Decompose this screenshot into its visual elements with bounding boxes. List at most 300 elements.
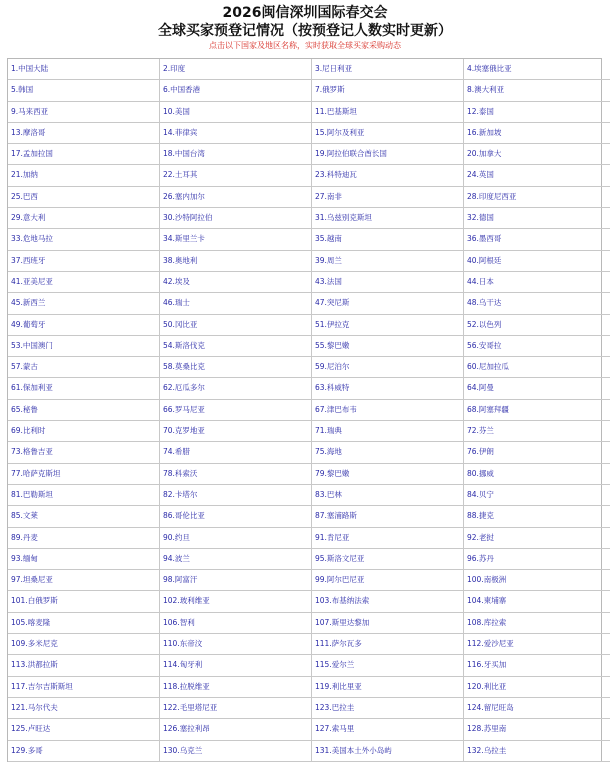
table-row — [8, 634, 610, 655]
country-link[interactable]: 116.牙买加 — [467, 660, 506, 669]
table-row — [8, 144, 610, 165]
country-link[interactable]: 29.意大利 — [11, 213, 45, 222]
country-link[interactable]: 81.巴勒斯坦 — [11, 490, 53, 499]
table-cell — [160, 570, 312, 591]
country-link[interactable]: 82.卡塔尔 — [163, 490, 197, 499]
country-link[interactable]: 79.黎巴嫩 — [315, 469, 349, 478]
country-link[interactable]: 123.巴拉圭 — [315, 703, 354, 712]
table-cell — [160, 719, 312, 740]
table-cell — [160, 527, 312, 548]
table-cell — [312, 612, 464, 633]
table-cell — [312, 527, 464, 548]
table-row — [8, 59, 610, 80]
table-cell — [312, 165, 464, 186]
country-link[interactable]: 20.加拿大 — [467, 149, 501, 158]
country-link[interactable]: 24.英国 — [467, 170, 494, 179]
country-link[interactable]: 127.索马里 — [315, 724, 354, 733]
country-link[interactable]: 80.挪威 — [467, 469, 494, 478]
table-cell — [464, 229, 610, 250]
table-cell — [312, 399, 464, 420]
country-link[interactable]: 51.伊拉克 — [315, 320, 349, 329]
country-link[interactable]: 2.印度 — [163, 64, 185, 73]
table-cell — [8, 378, 160, 399]
table-cell — [160, 59, 312, 80]
table-cell — [8, 293, 160, 314]
country-link[interactable]: 125.卢旺达 — [11, 724, 50, 733]
country-link[interactable]: 30.沙特阿拉伯 — [163, 213, 212, 222]
table-cell — [312, 122, 464, 143]
table-cell — [8, 250, 160, 271]
country-link[interactable]: 128.苏里南 — [467, 724, 506, 733]
country-link[interactable]: 39.周兰 — [315, 256, 342, 265]
table-cell — [160, 697, 312, 718]
table-cell — [464, 719, 610, 740]
table-cell — [312, 634, 464, 655]
country-link[interactable]: 9.马来西亚 — [11, 107, 48, 116]
country-link[interactable]: 92.老挝 — [467, 533, 494, 542]
country-link[interactable]: 27.南非 — [315, 192, 342, 201]
table-cell — [8, 229, 160, 250]
country-link[interactable]: 108.库拉索 — [467, 618, 506, 627]
country-link[interactable]: 111.萨尔瓦多 — [315, 639, 362, 648]
table-row — [8, 357, 610, 378]
table-cell — [160, 740, 312, 761]
country-link[interactable]: 131.美国本土外小岛屿 — [315, 746, 392, 755]
table-cell — [8, 208, 160, 229]
country-link[interactable]: 19.阿拉伯联合酋长国 — [315, 149, 387, 158]
table-row — [8, 548, 610, 569]
table-cell — [312, 484, 464, 505]
country-link[interactable]: 18.中国台湾 — [163, 149, 205, 158]
table-cell — [464, 144, 610, 165]
page-subtitle: 全球买家预登记情况（按预登记人数实时更新） — [0, 22, 610, 40]
country-table-body — [8, 59, 610, 761]
country-link[interactable]: 15.阿尔及利亚 — [315, 128, 364, 137]
table-cell — [160, 357, 312, 378]
table-row — [8, 122, 610, 143]
country-link[interactable]: 7.俄罗斯 — [315, 85, 345, 94]
table-cell — [8, 271, 160, 292]
table-cell — [8, 463, 160, 484]
country-link[interactable]: 132.乌拉圭 — [467, 746, 506, 755]
table-cell — [8, 697, 160, 718]
table-cell — [464, 399, 610, 420]
country-link[interactable]: 100.南极洲 — [467, 575, 506, 584]
table-row — [8, 186, 610, 207]
table-cell — [160, 548, 312, 569]
table-row — [8, 442, 610, 463]
country-link[interactable]: 10.美国 — [163, 107, 190, 116]
country-link[interactable]: 37.西班牙 — [11, 256, 45, 265]
country-link[interactable]: 55.黎巴嫩 — [315, 341, 349, 350]
table-row — [8, 484, 610, 505]
country-link[interactable]: 46.瑞士 — [163, 298, 190, 307]
table-row — [8, 335, 610, 356]
country-link[interactable]: 86.哥伦比亚 — [163, 511, 205, 520]
country-link[interactable]: 3.尼日利亚 — [315, 64, 352, 73]
country-link[interactable]: 53.中国澳门 — [11, 341, 53, 350]
table-cell — [8, 442, 160, 463]
table-row — [8, 612, 610, 633]
table-cell — [160, 314, 312, 335]
table-cell — [464, 697, 610, 718]
table-cell — [312, 101, 464, 122]
table-cell — [464, 634, 610, 655]
table-cell — [464, 101, 610, 122]
country-link[interactable]: 38.奥地利 — [163, 256, 197, 265]
table-cell — [160, 80, 312, 101]
table-cell — [8, 122, 160, 143]
table-row — [8, 378, 610, 399]
table-cell — [312, 144, 464, 165]
country-link[interactable]: 95.斯洛文尼亚 — [315, 554, 364, 563]
table-cell — [464, 165, 610, 186]
table-cell — [312, 463, 464, 484]
country-link[interactable]: 26.塞内加尔 — [163, 192, 205, 201]
table-cell — [312, 506, 464, 527]
country-link[interactable]: 5.韩国 — [11, 85, 33, 94]
country-link[interactable]: 50.冈比亚 — [163, 320, 197, 329]
country-link[interactable]: 61.保加利亚 — [11, 383, 53, 392]
table-row — [8, 208, 610, 229]
country-link[interactable]: 49.葡萄牙 — [11, 320, 45, 329]
country-link[interactable]: 103.布基纳法索 — [315, 596, 369, 605]
table-cell — [160, 208, 312, 229]
country-link[interactable]: 126.塞拉利昂 — [163, 724, 210, 733]
table-cell — [160, 399, 312, 420]
table-cell — [160, 144, 312, 165]
country-link[interactable]: 6.中国香港 — [163, 85, 200, 94]
table-cell — [160, 101, 312, 122]
table-cell — [160, 591, 312, 612]
table-cell — [464, 548, 610, 569]
country-link[interactable]: 90.约旦 — [163, 533, 190, 542]
table-cell — [464, 612, 610, 633]
table-row — [8, 506, 610, 527]
table-cell — [312, 229, 464, 250]
table-cell — [8, 527, 160, 548]
table-cell — [464, 293, 610, 314]
table-cell — [464, 314, 610, 335]
country-table — [8, 59, 610, 762]
table-row — [8, 229, 610, 250]
country-link[interactable]: 60.尼加拉瓜 — [467, 362, 509, 371]
table-cell — [160, 250, 312, 271]
country-link[interactable]: 34.斯里兰卡 — [163, 234, 205, 243]
country-link[interactable]: 40.阿根廷 — [467, 256, 501, 265]
table-cell — [464, 527, 610, 548]
table-row — [8, 271, 610, 292]
page-title: 2026闽信深圳国际春交会 — [0, 4, 610, 22]
table-cell — [464, 186, 610, 207]
table-cell — [160, 655, 312, 676]
country-link[interactable]: 72.芬兰 — [467, 426, 494, 435]
country-link[interactable]: 110.东帝汶 — [163, 639, 202, 648]
country-link[interactable]: 89.丹麦 — [11, 533, 38, 542]
country-link[interactable]: 69.比利时 — [11, 426, 45, 435]
country-link[interactable]: 96.苏丹 — [467, 554, 494, 563]
table-cell — [8, 655, 160, 676]
country-link[interactable]: 115.爱尔兰 — [315, 660, 354, 669]
table-row — [8, 314, 610, 335]
country-link[interactable]: 16.新加坡 — [467, 128, 501, 137]
table-cell — [8, 421, 160, 442]
table-cell — [464, 80, 610, 101]
country-link[interactable]: 21.加纳 — [11, 170, 38, 179]
instruction-note[interactable]: 点击以下国家及地区名称，实时获取全球买家采购动态 — [0, 40, 610, 51]
table-cell — [8, 314, 160, 335]
table-cell — [464, 357, 610, 378]
country-link[interactable]: 129.多哥 — [11, 746, 43, 755]
table-cell — [160, 421, 312, 442]
table-cell — [464, 676, 610, 697]
country-link[interactable]: 130.乌克兰 — [163, 746, 202, 755]
country-link[interactable]: 99.阿尔巴尼亚 — [315, 575, 364, 584]
table-cell — [312, 570, 464, 591]
table-cell — [312, 591, 464, 612]
country-link[interactable]: 97.坦桑尼亚 — [11, 575, 53, 584]
table-row — [8, 293, 610, 314]
table-row — [8, 740, 610, 761]
table-cell — [160, 122, 312, 143]
country-link[interactable]: 124.留尼旺岛 — [467, 703, 514, 712]
country-link[interactable]: 43.法国 — [315, 277, 342, 286]
country-link[interactable]: 58.莫桑比克 — [163, 362, 205, 371]
country-link[interactable]: 25.巴西 — [11, 192, 38, 201]
country-link[interactable]: 121.马尔代夫 — [11, 703, 58, 712]
table-cell — [8, 165, 160, 186]
country-link[interactable]: 14.菲律宾 — [163, 128, 197, 137]
country-link[interactable]: 67.津巴布韦 — [315, 405, 357, 414]
table-cell — [464, 570, 610, 591]
country-link[interactable]: 75.海地 — [315, 447, 342, 456]
table-cell — [160, 463, 312, 484]
country-link[interactable]: 102.玻利维亚 — [163, 596, 210, 605]
country-link[interactable]: 36.墨西哥 — [467, 234, 501, 243]
country-link[interactable]: 76.伊朗 — [467, 447, 494, 456]
country-link[interactable]: 45.新西兰 — [11, 298, 45, 307]
table-cell — [312, 378, 464, 399]
country-link[interactable]: 52.以色列 — [467, 320, 501, 329]
table-cell — [8, 101, 160, 122]
table-row — [8, 570, 610, 591]
table-cell — [8, 740, 160, 761]
table-cell — [312, 548, 464, 569]
country-link[interactable]: 88.捷克 — [467, 511, 494, 520]
country-link[interactable]: 44.日本 — [467, 277, 494, 286]
country-link[interactable]: 113.洪都拉斯 — [11, 660, 58, 669]
country-link[interactable]: 117.吉尔吉斯斯坦 — [11, 682, 73, 691]
country-link[interactable]: 83.巴林 — [315, 490, 342, 499]
table-cell — [8, 357, 160, 378]
table-cell — [160, 676, 312, 697]
table-row — [8, 591, 610, 612]
table-cell — [464, 59, 610, 80]
country-link[interactable]: 107.斯里达黎加 — [315, 618, 369, 627]
table-cell — [464, 421, 610, 442]
table-cell — [160, 335, 312, 356]
country-link[interactable]: 119.利比里亚 — [315, 682, 362, 691]
table-cell — [464, 250, 610, 271]
table-cell — [464, 122, 610, 143]
table-cell — [464, 208, 610, 229]
table-cell — [8, 719, 160, 740]
country-link[interactable]: 104.柬埔寨 — [467, 596, 506, 605]
table-row — [8, 165, 610, 186]
table-cell — [8, 335, 160, 356]
table-cell — [160, 165, 312, 186]
table-cell — [160, 293, 312, 314]
table-row — [8, 80, 610, 101]
table-row — [8, 101, 610, 122]
country-link[interactable]: 122.毛里塔尼亚 — [163, 703, 217, 712]
country-link[interactable]: 13.摩洛哥 — [11, 128, 45, 137]
country-link[interactable]: 64.阿曼 — [467, 383, 494, 392]
table-cell — [464, 335, 610, 356]
country-link[interactable]: 41.亚美尼亚 — [11, 277, 53, 286]
country-link[interactable]: 48.乌干达 — [467, 298, 501, 307]
table-cell — [464, 463, 610, 484]
table-cell — [160, 634, 312, 655]
table-cell — [8, 570, 160, 591]
table-cell — [464, 271, 610, 292]
country-link[interactable]: 73.格鲁吉亚 — [11, 447, 53, 456]
table-cell — [464, 740, 610, 761]
table-cell — [8, 612, 160, 633]
country-link[interactable]: 11.巴基斯坦 — [315, 107, 357, 116]
table-cell — [160, 229, 312, 250]
country-link[interactable]: 109.多米尼克 — [11, 639, 58, 648]
table-cell — [312, 442, 464, 463]
country-link[interactable]: 66.罗马尼亚 — [163, 405, 205, 414]
table-cell — [312, 421, 464, 442]
country-link[interactable]: 12.泰国 — [467, 107, 494, 116]
country-link[interactable]: 4.埃塞俄比亚 — [467, 64, 512, 73]
country-link[interactable]: 106.智利 — [163, 618, 195, 627]
table-cell — [8, 591, 160, 612]
country-link[interactable]: 71.瑞典 — [315, 426, 342, 435]
table-cell — [312, 293, 464, 314]
table-cell — [312, 719, 464, 740]
table-cell — [464, 442, 610, 463]
table-cell — [160, 186, 312, 207]
table-cell — [464, 655, 610, 676]
country-link[interactable]: 32.德国 — [467, 213, 494, 222]
table-cell — [312, 250, 464, 271]
country-link[interactable]: 87.塞浦路斯 — [315, 511, 357, 520]
table-row — [8, 697, 610, 718]
country-link[interactable]: 8.澳大利亚 — [467, 85, 504, 94]
country-link[interactable]: 54.斯洛伐克 — [163, 341, 205, 350]
country-link[interactable]: 84.贝宁 — [467, 490, 494, 499]
country-link[interactable]: 35.越南 — [315, 234, 342, 243]
country-link[interactable]: 31.乌兹别克斯坦 — [315, 213, 372, 222]
country-link[interactable]: 85.文莱 — [11, 511, 38, 520]
country-link[interactable]: 17.孟加拉国 — [11, 149, 53, 158]
country-link[interactable]: 42.埃及 — [163, 277, 190, 286]
country-link[interactable]: 63.科威特 — [315, 383, 349, 392]
country-link[interactable]: 65.秘鲁 — [11, 405, 38, 414]
table-row — [8, 527, 610, 548]
country-link[interactable]: 78.科索沃 — [163, 469, 197, 478]
table-cell — [312, 80, 464, 101]
country-link[interactable]: 22.土耳其 — [163, 170, 197, 179]
country-link[interactable]: 93.缅甸 — [11, 554, 38, 563]
table-cell — [8, 80, 160, 101]
table-cell — [8, 144, 160, 165]
table-cell — [160, 378, 312, 399]
country-link[interactable]: 59.尼泊尔 — [315, 362, 349, 371]
table-cell — [8, 676, 160, 697]
table-cell — [312, 697, 464, 718]
table-row — [8, 676, 610, 697]
table-cell — [8, 186, 160, 207]
table-cell — [8, 506, 160, 527]
country-link[interactable]: 28.印度尼西亚 — [467, 192, 516, 201]
table-cell — [8, 634, 160, 655]
country-link[interactable]: 112.爱沙尼亚 — [467, 639, 514, 648]
country-link[interactable]: 101.白俄罗斯 — [11, 596, 58, 605]
table-cell — [312, 208, 464, 229]
table-cell — [464, 506, 610, 527]
country-link[interactable]: 91.肯尼亚 — [315, 533, 349, 542]
table-cell — [312, 186, 464, 207]
country-link[interactable]: 57.蒙古 — [11, 362, 38, 371]
table-cell — [312, 271, 464, 292]
table-row — [8, 421, 610, 442]
country-link[interactable]: 68.阿塞拜疆 — [467, 405, 509, 414]
table-row — [8, 655, 610, 676]
table-cell — [160, 484, 312, 505]
table-cell — [160, 506, 312, 527]
country-link[interactable]: 62.厄瓜多尔 — [163, 383, 205, 392]
table-cell — [8, 399, 160, 420]
page-header — [0, 0, 610, 51]
country-link[interactable]: 94.波兰 — [163, 554, 190, 563]
country-link[interactable]: 23.科特迪瓦 — [315, 170, 357, 179]
country-link[interactable]: 56.安哥拉 — [467, 341, 501, 350]
table-cell — [464, 591, 610, 612]
country-link[interactable]: 105.喀麦隆 — [11, 618, 50, 627]
table-cell — [312, 740, 464, 761]
country-link[interactable]: 98.阿富汗 — [163, 575, 197, 584]
table-row — [8, 399, 610, 420]
table-cell — [8, 59, 160, 80]
table-cell — [312, 314, 464, 335]
table-cell — [160, 612, 312, 633]
country-link[interactable]: 120.利比亚 — [467, 682, 506, 691]
table-row — [8, 250, 610, 271]
table-cell — [312, 655, 464, 676]
country-link[interactable]: 114.匈牙利 — [163, 660, 202, 669]
table-cell — [312, 676, 464, 697]
country-link[interactable]: 47.突尼斯 — [315, 298, 349, 307]
country-table-container — [7, 58, 602, 762]
table-cell — [464, 484, 610, 505]
country-link[interactable]: 1.中国大陆 — [11, 64, 48, 73]
country-link[interactable]: 118.拉脱维亚 — [163, 682, 210, 691]
country-link[interactable]: 77.哈萨克斯坦 — [11, 469, 60, 478]
country-link[interactable]: 70.克罗地亚 — [163, 426, 205, 435]
country-link[interactable]: 74.希腊 — [163, 447, 190, 456]
table-cell — [312, 357, 464, 378]
table-cell — [8, 548, 160, 569]
country-link[interactable]: 33.危地马拉 — [11, 234, 53, 243]
table-cell — [312, 59, 464, 80]
table-cell — [160, 442, 312, 463]
table-row — [8, 719, 610, 740]
table-cell — [464, 378, 610, 399]
